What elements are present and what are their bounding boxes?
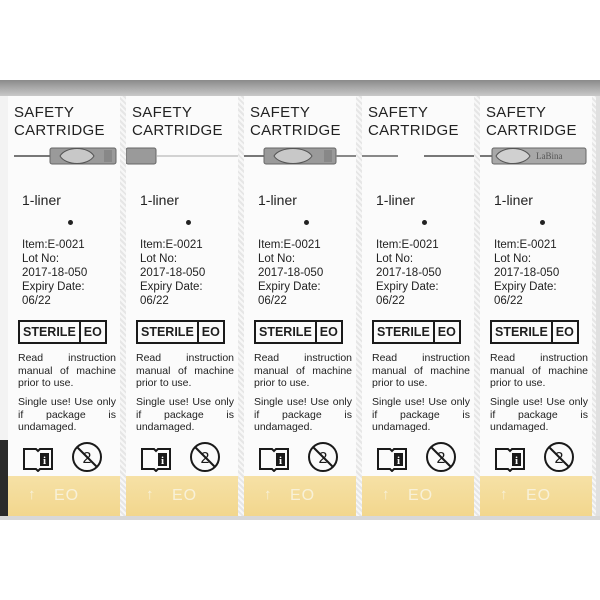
cartridge-needle-icon bbox=[244, 144, 362, 168]
do-not-reuse-icon bbox=[306, 440, 340, 474]
product-title: SAFETY CARTRIDGE bbox=[14, 104, 105, 139]
svg-text:i: i bbox=[42, 455, 47, 467]
svg-text:2: 2 bbox=[318, 450, 328, 467]
expiry-label: Expiry Date: bbox=[22, 281, 85, 293]
product-info bbox=[22, 238, 87, 308]
liner-type: 1-liner bbox=[376, 192, 415, 208]
strip-label: EO bbox=[54, 487, 80, 504]
instructions-text: Read instruction manual of machine prior to use. bbox=[372, 352, 470, 389]
liner-type: 1-liner bbox=[494, 192, 533, 208]
product-info bbox=[140, 238, 205, 308]
item-code: Item:E-0021 bbox=[140, 239, 203, 251]
cartridge-needle-icon bbox=[362, 144, 480, 168]
item-code: Item:E-0021 bbox=[258, 239, 321, 251]
svg-text:2: 2 bbox=[200, 450, 210, 467]
sterile-text: STERILE bbox=[495, 325, 548, 339]
do-not-reuse-icon bbox=[188, 440, 222, 474]
product-title: SAFETY CARTRIDGE bbox=[368, 104, 459, 139]
lot-number: 2017-18-050 bbox=[376, 267, 442, 279]
liner-type: 1-liner bbox=[140, 192, 179, 208]
sterile-text: STERILE bbox=[23, 325, 76, 339]
item-code: Item:E-0021 bbox=[22, 239, 85, 251]
lot-number: 2017-18-050 bbox=[22, 267, 88, 279]
cartridge-needle-icon bbox=[480, 144, 598, 168]
consult-instructions-icon bbox=[140, 446, 172, 472]
arrow-up-icon: ↑ bbox=[500, 486, 508, 503]
print-dot bbox=[422, 220, 427, 225]
sterile-badge bbox=[254, 320, 343, 344]
arrow-up-icon: ↑ bbox=[264, 486, 272, 503]
expiry-label: Expiry Date: bbox=[140, 281, 203, 293]
do-not-reuse-icon bbox=[424, 440, 458, 474]
consult-instructions-icon bbox=[494, 446, 526, 472]
lot-label: Lot No: bbox=[494, 253, 532, 265]
expiry-label: Expiry Date: bbox=[258, 281, 321, 293]
sterilization-indicator-strip bbox=[480, 476, 598, 518]
expiry-date: 06/22 bbox=[22, 295, 51, 307]
liner-type: 1-liner bbox=[258, 192, 297, 208]
arrow-up-icon: ↑ bbox=[28, 486, 36, 503]
svg-text:i: i bbox=[160, 455, 165, 467]
sterilization-indicator-strip bbox=[244, 476, 362, 518]
sterilization-method: EO bbox=[433, 322, 459, 342]
instructions-text: Read instruction manual of machine prior to use. bbox=[254, 352, 352, 389]
sterilization-method: EO bbox=[551, 322, 577, 342]
sterilization-indicator-strip bbox=[8, 476, 126, 518]
svg-text:i: i bbox=[514, 455, 519, 467]
product-info bbox=[376, 238, 441, 308]
sterilization-indicator-strip bbox=[362, 476, 480, 518]
sterile-badge bbox=[18, 320, 107, 344]
cartridge-label bbox=[8, 96, 126, 518]
consult-instructions-icon bbox=[22, 446, 54, 472]
expiry-label: Expiry Date: bbox=[494, 281, 557, 293]
expiry-date: 06/22 bbox=[258, 295, 287, 307]
print-dot bbox=[186, 220, 191, 225]
instructions-text: Read instruction manual of machine prior to use. bbox=[18, 352, 116, 389]
sterile-badge bbox=[136, 320, 225, 344]
right-edge bbox=[596, 96, 600, 518]
sterilization-method: EO bbox=[79, 322, 105, 342]
top-seal-band bbox=[0, 80, 600, 96]
sterile-badge bbox=[490, 320, 579, 344]
lot-number: 2017-18-050 bbox=[140, 267, 206, 279]
single-use-warning: Single use! Use only if package is undamaged. bbox=[18, 396, 116, 433]
consult-instructions-icon bbox=[376, 446, 408, 472]
instructions-text: Read instruction manual of machine prior to use. bbox=[490, 352, 588, 389]
svg-text:2: 2 bbox=[82, 450, 92, 467]
print-dot bbox=[68, 220, 73, 225]
instructions-text: Read instruction manual of machine prior to use. bbox=[136, 352, 234, 389]
sterilization-indicator-strip bbox=[126, 476, 244, 518]
cartridge-label bbox=[480, 96, 598, 518]
lot-number: 2017-18-050 bbox=[258, 267, 324, 279]
strip-label: EO bbox=[526, 487, 552, 504]
expiry-date: 06/22 bbox=[376, 295, 405, 307]
bottom-edge bbox=[0, 516, 600, 520]
sterile-badge bbox=[372, 320, 461, 344]
sterile-text: STERILE bbox=[259, 325, 312, 339]
brand-logo: LaBina bbox=[536, 151, 563, 161]
cartridge-needle-icon bbox=[126, 144, 244, 168]
single-use-warning: Single use! Use only if package is undamaged. bbox=[490, 396, 588, 433]
single-use-warning: Single use! Use only if package is undamaged. bbox=[136, 396, 234, 433]
lot-label: Lot No: bbox=[22, 253, 60, 265]
sterile-text: STERILE bbox=[377, 325, 430, 339]
cartridge-label bbox=[126, 96, 244, 518]
arrow-up-icon: ↑ bbox=[382, 486, 390, 503]
item-code: Item:E-0021 bbox=[494, 239, 557, 251]
cartridge-label bbox=[362, 96, 480, 518]
lot-label: Lot No: bbox=[258, 253, 296, 265]
svg-text:i: i bbox=[278, 455, 283, 467]
sterilization-method: EO bbox=[197, 322, 223, 342]
sterile-text: STERILE bbox=[141, 325, 194, 339]
strip-label: EO bbox=[408, 487, 434, 504]
strip-label: EO bbox=[290, 487, 316, 504]
lot-number: 2017-18-050 bbox=[494, 267, 560, 279]
single-use-warning: Single use! Use only if package is undamaged. bbox=[254, 396, 352, 433]
product-info bbox=[258, 238, 323, 308]
single-use-warning: Single use! Use only if package is undamaged. bbox=[372, 396, 470, 433]
expiry-date: 06/22 bbox=[140, 295, 169, 307]
consult-instructions-icon bbox=[258, 446, 290, 472]
product-title: SAFETY CARTRIDGE bbox=[250, 104, 341, 139]
cartridge-needle-icon bbox=[8, 144, 126, 168]
arrow-up-icon: ↑ bbox=[146, 486, 154, 503]
svg-text:2: 2 bbox=[436, 450, 446, 467]
product-title: SAFETY CARTRIDGE bbox=[132, 104, 223, 139]
print-dot bbox=[540, 220, 545, 225]
svg-text:i: i bbox=[396, 455, 401, 467]
print-dot bbox=[304, 220, 309, 225]
product-info bbox=[494, 238, 559, 308]
cartridge-label bbox=[244, 96, 362, 518]
liner-type: 1-liner bbox=[22, 192, 61, 208]
item-code: Item:E-0021 bbox=[376, 239, 439, 251]
svg-text:2: 2 bbox=[554, 450, 564, 467]
lot-label: Lot No: bbox=[376, 253, 414, 265]
sterilization-method: EO bbox=[315, 322, 341, 342]
product-title: SAFETY CARTRIDGE bbox=[486, 104, 577, 139]
do-not-reuse-icon bbox=[70, 440, 104, 474]
expiry-date: 06/22 bbox=[494, 295, 523, 307]
lot-label: Lot No: bbox=[140, 253, 178, 265]
do-not-reuse-icon bbox=[542, 440, 576, 474]
left-edge-shadow bbox=[0, 440, 8, 518]
strip-label: EO bbox=[172, 487, 198, 504]
expiry-label: Expiry Date: bbox=[376, 281, 439, 293]
